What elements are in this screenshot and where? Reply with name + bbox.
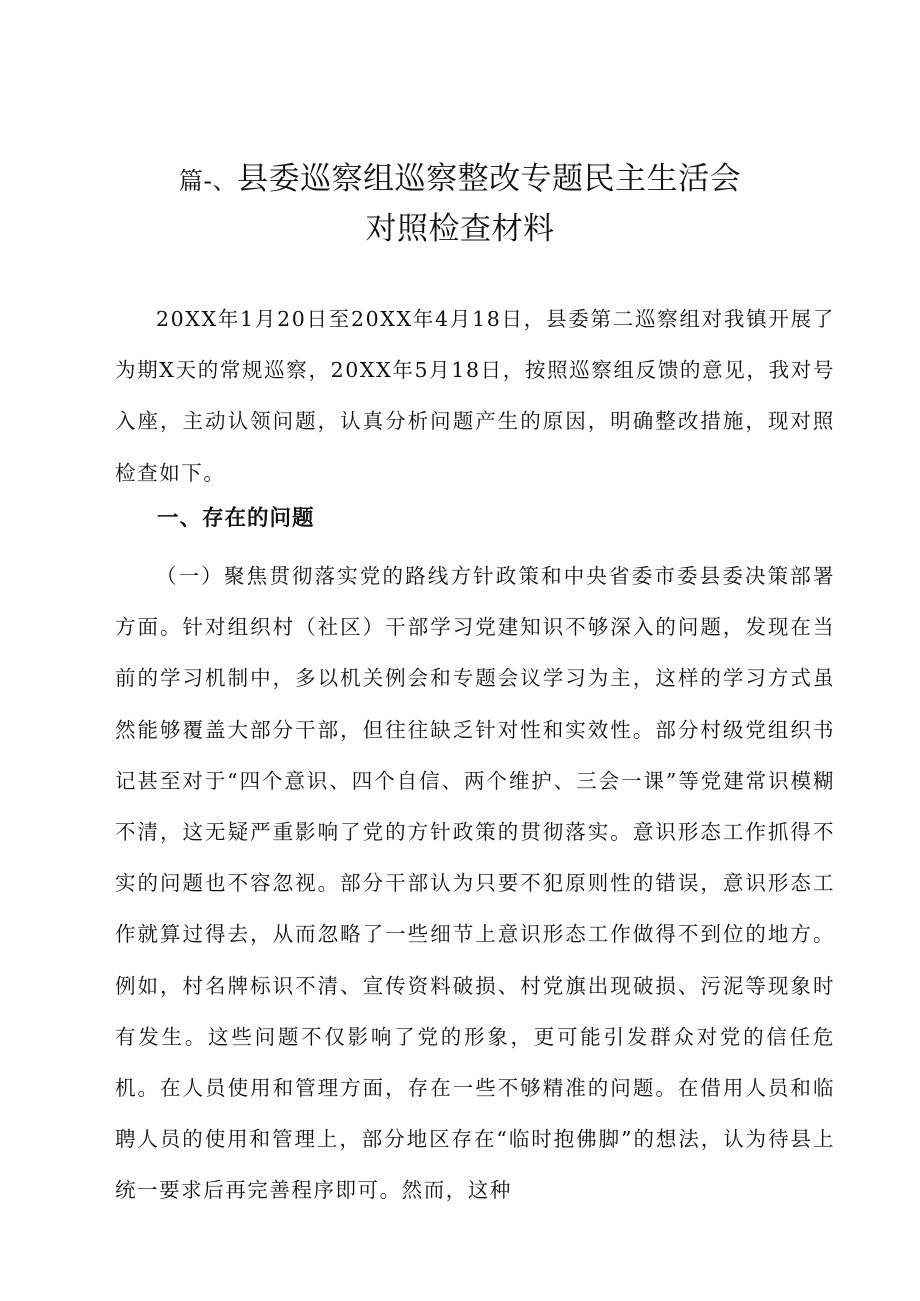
- document-title-line2: 对照检查材料: [365, 211, 555, 247]
- title-main: 县委巡察组巡察整改专题民主生活会: [237, 161, 742, 197]
- title-prefix: 篇-、: [178, 167, 238, 195]
- intro-paragraph: 20XX年1月20日至20XX年4月18日，县委第二巡察组对我镇开展了为期X天的常规巡察，20XX年5月18日，按照巡察组反馈的意见，我对号入座，主动认领问题，认真分析问题产生的原因，明确整改措施，现对照检查如下。: [115, 307, 835, 485]
- section-heading: 一、存在的问题: [157, 506, 315, 531]
- section-body-paragraph: （一）聚焦贯彻落实党的路线方针政策和中央省委市委县委决策部署方面。针对组织村（社区）干部学习党建知识不够深入的问题，发现在当前的学习机制中，多以机关例会和专题会议学习为主，这样的学习方式虽然能够覆盖大部分干部，但往往缺乏针对性和实效性。部分村级党组织书记甚至对于“四个意识、四个自信、两个维护、三会一课”等党建常识模糊不清，这无疑严重影响了党的方针政策的贯彻落实。意识形态工作抓得不实的问题也不容忽视。部分干部认为只要不犯原则性的错误，意识形态工作就算过得去，从而忽略了一些细节上意识形态工作做得不到位的地方。例如，村名牌标识不清、宣传资料破损、村党旗出现破损、污泥等现象时有发生。这些问题不仅影响了党的形象，更可能引发群众对党的信任危机。在人员使用和管理方面，存在一些不够精准的问题。在借用人员和临聘人员的使用和管理上，部分地区存在“临时抱佛脚”的想法，认为待县上统一要求后再完善程序即可。然而，这种: [115, 564, 835, 1203]
- document-title-line1: [0, 153, 920, 198]
